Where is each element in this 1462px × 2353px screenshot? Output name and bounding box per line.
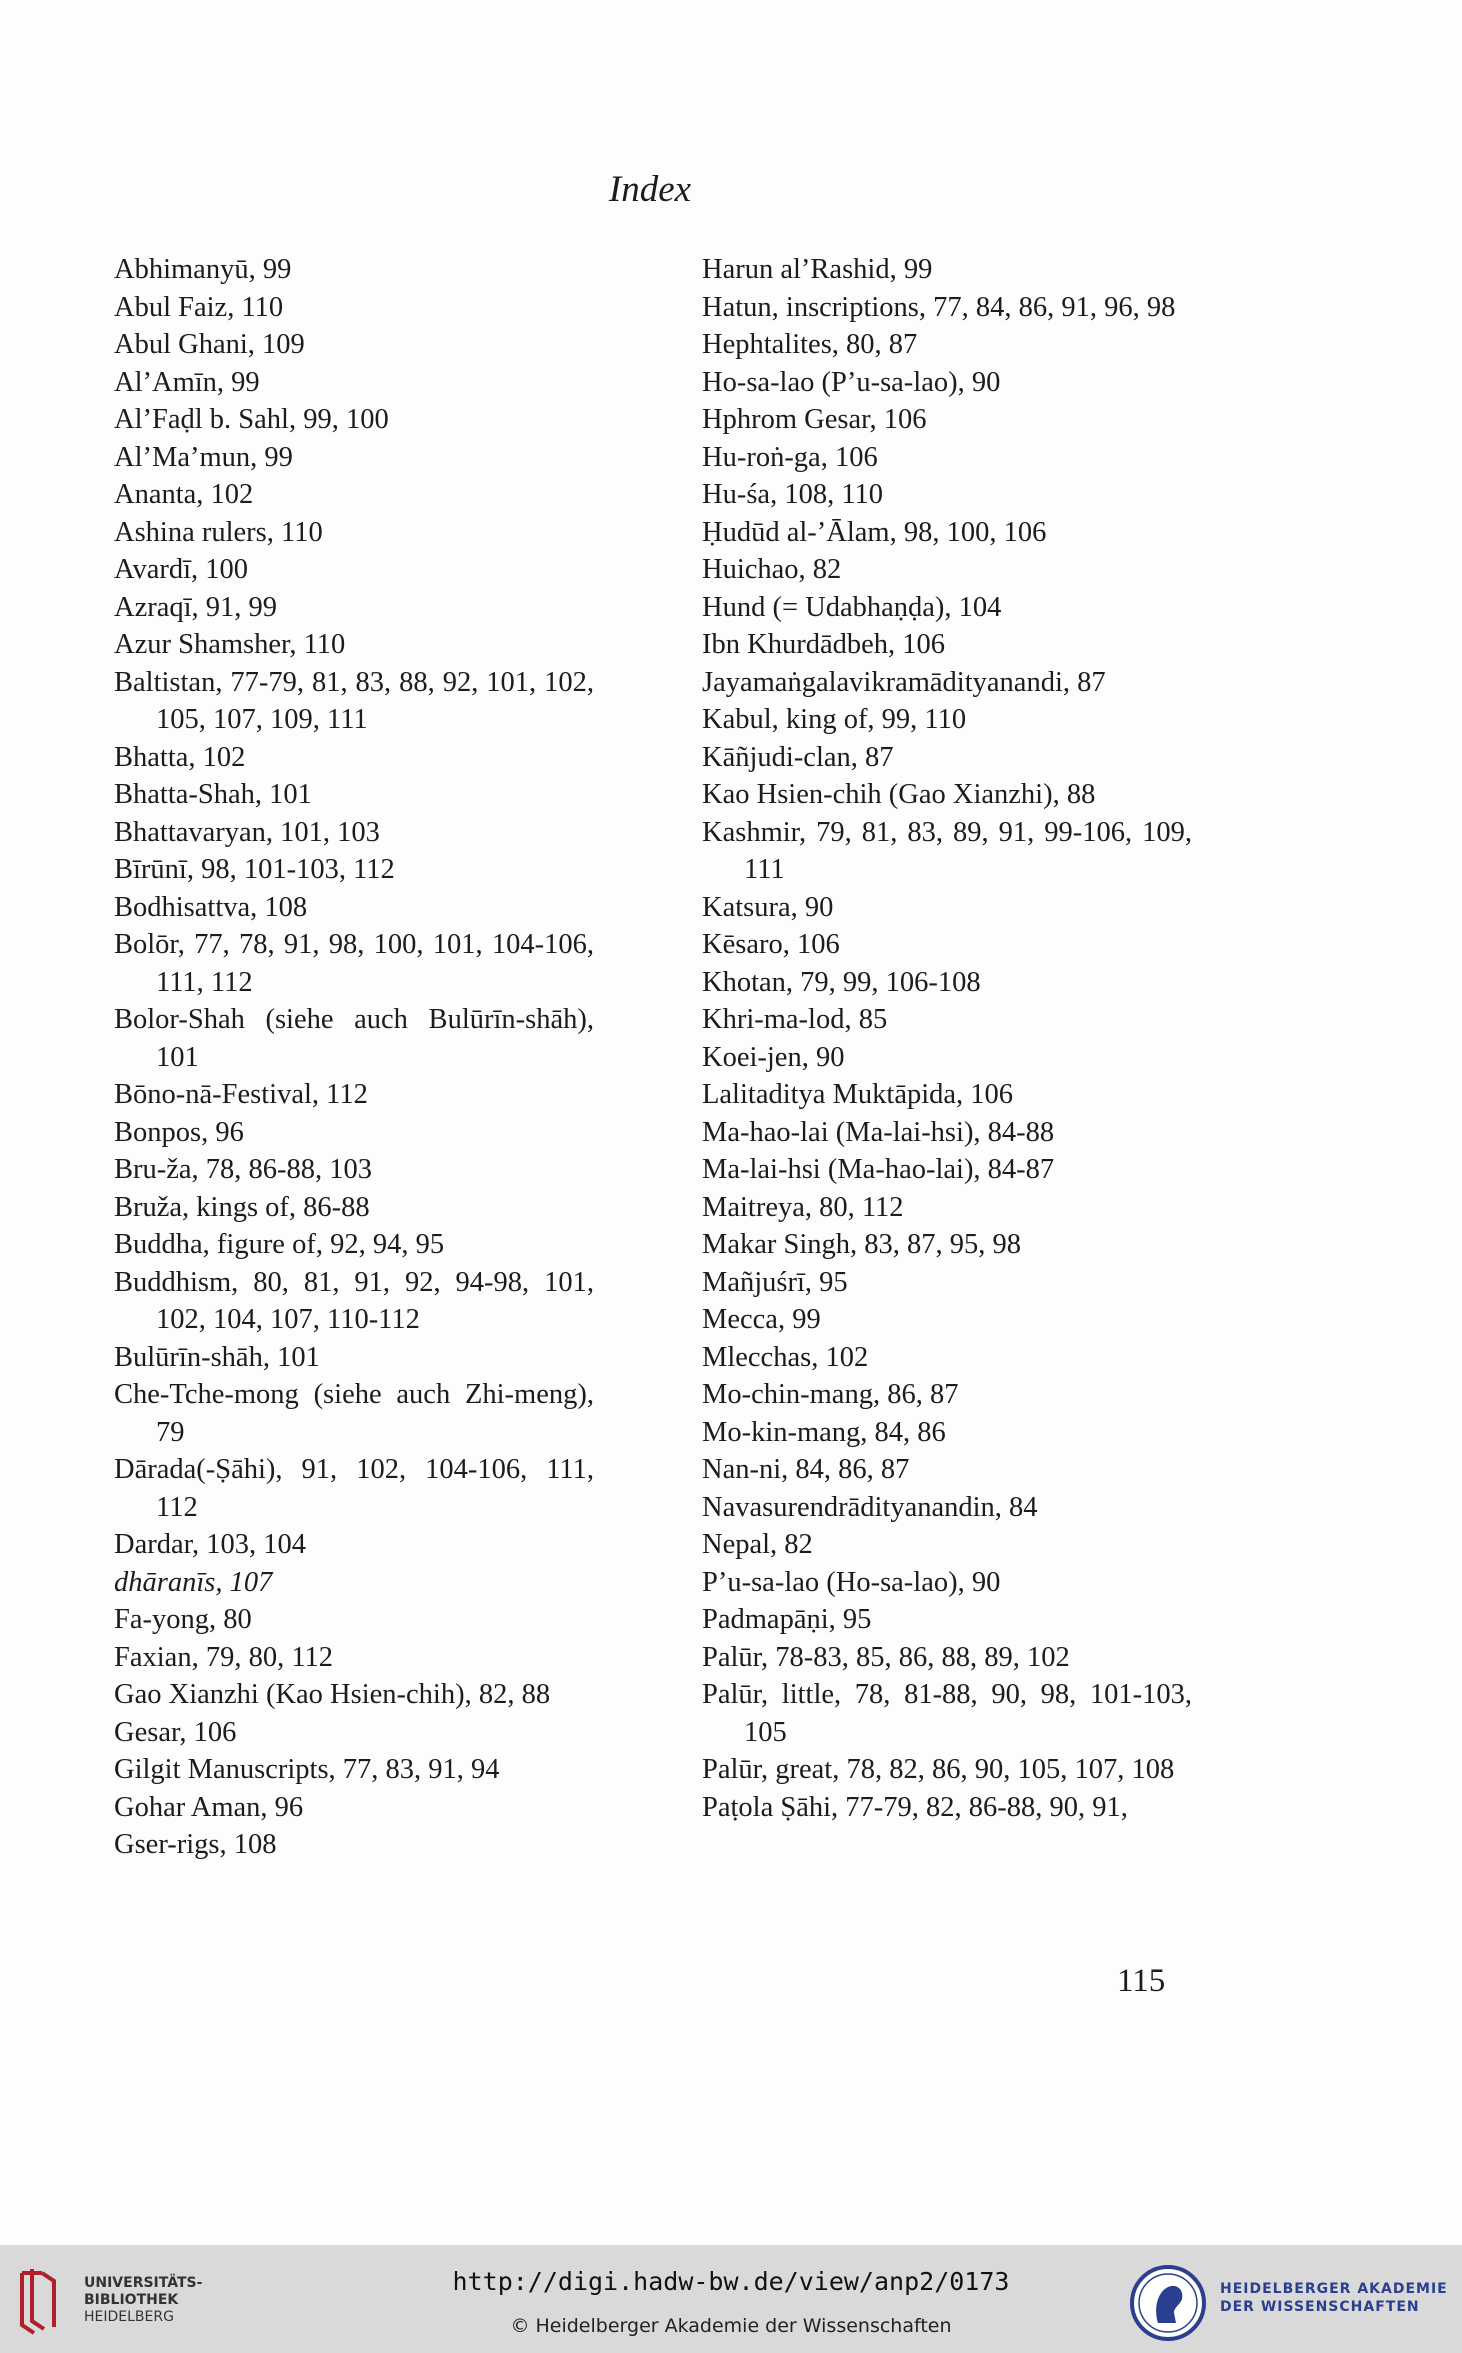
index-entry: Bulūrīn-shāh, 101 xyxy=(114,1341,320,1373)
footer-bar xyxy=(0,2245,1462,2353)
index-entry: Bōno-nā-Festival, 112 xyxy=(114,1079,368,1110)
index-entry: Hatun, inscriptions, 77, 84, 86, 91, 96, 98 xyxy=(702,291,1176,323)
index-entry: Katsura, 90 xyxy=(702,891,834,923)
index-entry: Ḥudūd al-’Ālam, 98, 100, 106 xyxy=(702,516,1047,548)
library-name-line: UNIVERSITÄTS- xyxy=(84,2275,203,2291)
index-entry: Ma-hao-lai (Ma-lai-hsi), 84-88 xyxy=(702,1116,1055,1148)
running-head: Index xyxy=(608,169,692,210)
index-entry: Fa-yong, 80 xyxy=(114,1604,252,1635)
index-entry: Kāñjudi-clan, 87 xyxy=(702,741,894,773)
index-entry: Abhimanyū, 99 xyxy=(114,254,292,285)
index-entry: Jayamaṅgalavikramādityanandi, 87 xyxy=(702,666,1106,698)
index-entry: Lalitaditya Muktāpida, 106 xyxy=(702,1079,1014,1110)
index-column-left xyxy=(114,251,594,1864)
index-entry: Gser-rigs, 108 xyxy=(114,1829,277,1860)
index-entry: Bīrūnī, 98, 101-103, 112 xyxy=(114,854,395,885)
index-entry: Bhattavaryan, 101, 103 xyxy=(114,816,380,848)
index-entry: Gao Xianzhi (Kao Hsien-chih), 82, 88 xyxy=(114,1679,551,1710)
academy-seal-icon xyxy=(1128,2263,1208,2343)
index-entry: Dardar, 103, 104 xyxy=(114,1529,306,1560)
index-entry: Palūr, 78-83, 85, 86, 88, 89, 102 xyxy=(702,1641,1070,1673)
index-entry: Abul Ghani, 109 xyxy=(114,329,305,360)
index-entry: Hephtalites, 80, 87 xyxy=(702,329,918,360)
index-entry: Ma-lai-hsi (Ma-hao-lai), 84-87 xyxy=(702,1154,1055,1185)
index-entry: Bolōr, 77, 78, 91, 98, 100, 101, 104-106, 111, 112 xyxy=(114,929,594,998)
index-entry: Avardī, 100 xyxy=(114,554,249,585)
index-entry: Ananta, 102 xyxy=(114,479,254,510)
index-entry: Palūr, great, 78, 82, 86, 90, 105, 107, 108 xyxy=(702,1754,1175,1785)
index-entry: Navasurendrādityanandin, 84 xyxy=(702,1491,1038,1523)
library-name-line: HEIDELBERG xyxy=(84,2309,174,2325)
index-entry: Hu-roṅ-ga, 106 xyxy=(702,441,878,473)
index-entry: Ibn Khurdādbeh, 106 xyxy=(702,629,945,660)
index-entry: Makar Singh, 83, 87, 95, 98 xyxy=(702,1229,1022,1260)
index-entry: Bru-ža, 78, 86-88, 103 xyxy=(114,1154,373,1185)
index-entry: Maitreya, 80, 112 xyxy=(702,1191,904,1223)
academy-name-line: DER WISSENSCHAFTEN xyxy=(1220,2299,1420,2315)
copyright-notice: © Heidelberger Akademie der Wissenschaften xyxy=(510,2315,952,2337)
index-entry: Mecca, 99 xyxy=(702,1304,821,1335)
permalink-url[interactable]: http://digi.hadw-bw.de/view/anp2/0173 xyxy=(452,2267,1010,2296)
index-entry: Hu-śa, 108, 110 xyxy=(702,479,884,510)
index-entry: Padmapāṇi, 95 xyxy=(702,1604,872,1635)
index-entry: Gohar Aman, 96 xyxy=(114,1791,304,1823)
index-entry: Buddhism, 80, 81, 91, 92, 94-98, 101, 102, 104, 107, 110-112 xyxy=(114,1266,594,1335)
index-entry: Mo-kin-mang, 84, 86 xyxy=(702,1416,946,1448)
index-column-right xyxy=(702,251,1192,1826)
index-entry: Khotan, 79, 99, 106-108 xyxy=(702,966,981,998)
index-entry: Bhatta, 102 xyxy=(114,741,246,773)
index-entry: Kēsaro, 106 xyxy=(702,929,840,960)
academy-name xyxy=(1220,2280,1448,2316)
index-entry: Harun al’Rashid, 99 xyxy=(702,254,933,285)
index-entry: Gesar, 106 xyxy=(114,1716,237,1748)
index-entry: Ho-sa-lao (P’u-sa-lao), 90 xyxy=(702,366,1001,398)
index-entry: Kao Hsien-chih (Gao Xianzhi), 88 xyxy=(702,779,1096,810)
index-entry: Al’Faḍl b. Sahl, 99, 100 xyxy=(114,404,389,435)
index-entry: Khri-ma-lod, 85 xyxy=(702,1004,888,1035)
index-entry: P’u-sa-lao (Ho-sa-lao), 90 xyxy=(702,1566,1001,1598)
page-number: 115 xyxy=(1117,1963,1166,1999)
index-entry: Mlecchas, 102 xyxy=(702,1341,869,1373)
index-entry: Kabul, king of, 99, 110 xyxy=(702,704,967,735)
index-entry: dhāranīs, 107 xyxy=(114,1566,273,1598)
index-entry: Paṭola Ṣāhi, 77-79, 82, 86-88, 90, 91, xyxy=(702,1791,1128,1823)
index-entry: Gilgit Manuscripts, 77, 83, 91, 94 xyxy=(114,1754,500,1785)
index-entry: Bolor-Shah (siehe auch Bulūrīn-shāh), 101 xyxy=(114,1004,594,1073)
index-entry: Nan-ni, 84, 86, 87 xyxy=(702,1454,910,1485)
index-entry: Bruža, kings of, 86-88 xyxy=(114,1191,370,1223)
index-entry: Hphrom Gesar, 106 xyxy=(702,404,927,435)
index-entry: Mañjuśrī, 95 xyxy=(702,1266,848,1298)
index-entry: Azraqī, 91, 99 xyxy=(114,591,278,623)
index-entry: Ashina rulers, 110 xyxy=(114,516,323,548)
index-entry: Mo-chin-mang, 86, 87 xyxy=(702,1379,959,1410)
index-entry: Koei-jen, 90 xyxy=(702,1041,845,1073)
index-entry: Palūr, little, 78, 81-88, 90, 98, 101-103, 105 xyxy=(702,1679,1192,1748)
index-entry: Al’Amīn, 99 xyxy=(114,366,260,398)
index-entry: Kashmir, 79, 81, 83, 89, 91, 99-106, 109, 111 xyxy=(702,816,1192,885)
library-name-line: BIBLIOTHEK xyxy=(84,2292,179,2308)
academy-name-line: HEIDELBERGER AKADEMIE xyxy=(1220,2281,1448,2297)
index-entry: Nepal, 82 xyxy=(702,1529,813,1560)
index-entry: Bonpos, 96 xyxy=(114,1116,244,1148)
index-entry: Huichao, 82 xyxy=(702,554,842,585)
index-entry: Al’Ma’mun, 99 xyxy=(114,441,293,473)
index-entry: Hund (= Udabhaṇḍa), 104 xyxy=(702,591,1002,623)
index-entry: Bhatta-Shah, 101 xyxy=(114,779,312,810)
index-entry: Azur Shamsher, 110 xyxy=(114,629,346,660)
index-entry: Abul Faiz, 110 xyxy=(114,291,284,323)
index-entry: Che-Tche-mong (siehe auch Zhi-meng), 79 xyxy=(114,1379,594,1448)
index-entry: Buddha, figure of, 92, 94, 95 xyxy=(114,1229,445,1260)
index-entry: Dārada(-Ṣāhi), 91, 102, 104-106, 111, 112 xyxy=(114,1454,594,1523)
index-entry: Bodhisattva, 108 xyxy=(114,891,308,923)
index-entry: Baltistan, 77-79, 81, 83, 88, 92, 101, 102, 105, 107, 109, 111 xyxy=(114,666,594,735)
index-entry: Faxian, 79, 80, 112 xyxy=(114,1641,334,1673)
